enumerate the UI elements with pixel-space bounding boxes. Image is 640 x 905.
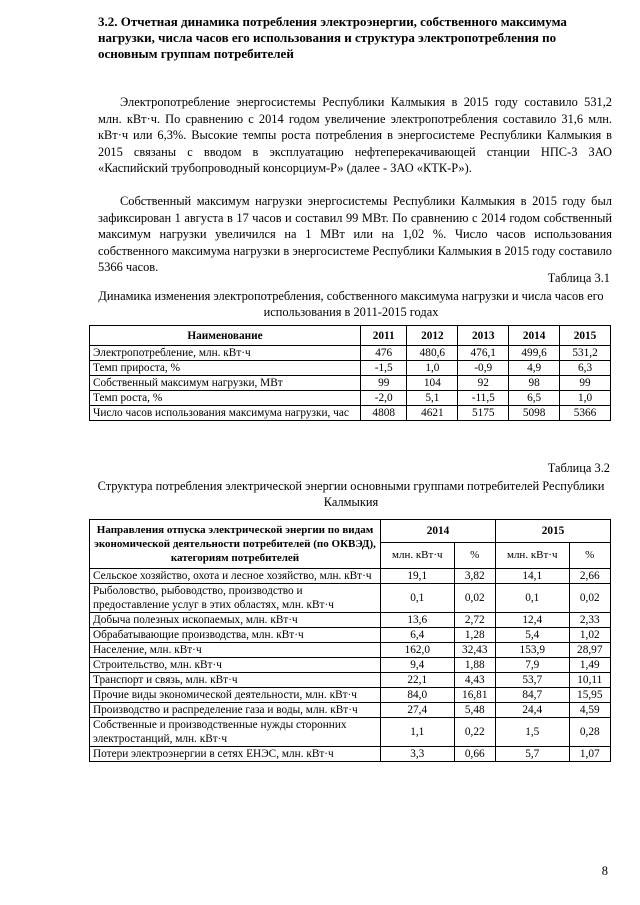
page-number: 8 [601, 864, 608, 878]
cell-value: 15,95 [569, 688, 610, 703]
header-year: 2015 [560, 326, 611, 346]
row-label: Строительство, млн. кВт·ч [90, 658, 381, 673]
cell-value: 0,66 [454, 747, 495, 762]
cell-value: 480,6 [407, 346, 458, 361]
cell-value: 28,97 [569, 643, 610, 658]
cell-value: -0,9 [458, 361, 509, 376]
cell-value: 16,81 [454, 688, 495, 703]
cell-value: 2,72 [454, 613, 495, 628]
table-row [90, 747, 611, 762]
cell-value: 5,1 [407, 391, 458, 406]
table-row [90, 569, 611, 584]
cell-value: 0,28 [569, 718, 610, 747]
cell-value: 32,43 [454, 643, 495, 658]
row-label: Электропотребление, млн. кВт·ч [90, 346, 361, 361]
table-row [90, 584, 611, 613]
row-label: Темп роста, % [90, 391, 361, 406]
cell-value: 12,4 [495, 613, 569, 628]
structure-table [89, 519, 611, 762]
cell-value: 2,33 [569, 613, 610, 628]
row-label: Собственные и производственные нужды сторонних электростанций, млн. кВт·ч [90, 718, 381, 747]
table2-label: Таблица 3.2 [547, 461, 610, 475]
row-label: Рыболовство, рыбоводство, производство и предоставление услуг в этих областях, млн. кВт·ч [90, 584, 381, 613]
table-row [90, 406, 611, 421]
cell-value: 19,1 [381, 569, 455, 584]
cell-value: 5098 [509, 406, 560, 421]
table-row [90, 703, 611, 718]
cell-value: 1,07 [569, 747, 610, 762]
row-label: Обрабатывающие производства, млн. кВт·ч [90, 628, 381, 643]
header-year: 2014 [509, 326, 560, 346]
cell-value: 1,49 [569, 658, 610, 673]
row-label: Население, млн. кВт·ч [90, 643, 381, 658]
cell-value: 4808 [361, 406, 407, 421]
table-row [90, 658, 611, 673]
cell-value: 1,0 [407, 361, 458, 376]
cell-value: 14,1 [495, 569, 569, 584]
cell-value: -1,5 [361, 361, 407, 376]
cell-value: 13,6 [381, 613, 455, 628]
cell-value: 0,22 [454, 718, 495, 747]
table-row [90, 688, 611, 703]
table-row [90, 718, 611, 747]
cell-value: 0,02 [454, 584, 495, 613]
cell-value: 99 [560, 376, 611, 391]
header-year: 2015 [495, 520, 610, 543]
row-label: Число часов использования максимума нагрузки, час [90, 406, 361, 421]
table-row [90, 643, 611, 658]
table-row [90, 376, 611, 391]
cell-value: 5,7 [495, 747, 569, 762]
cell-value: 53,7 [495, 673, 569, 688]
cell-value: 84,0 [381, 688, 455, 703]
cell-value: 1,5 [495, 718, 569, 747]
cell-value: -2,0 [361, 391, 407, 406]
row-label: Добыча полезных ископаемых, млн. кВт·ч [90, 613, 381, 628]
cell-value: 104 [407, 376, 458, 391]
row-label: Темп прироста, % [90, 361, 361, 376]
cell-value: 6,4 [381, 628, 455, 643]
cell-value: 24,4 [495, 703, 569, 718]
row-label: Производство и распределение газа и воды, млн. кВт·ч [90, 703, 381, 718]
cell-value: 5,4 [495, 628, 569, 643]
cell-value: 0,1 [495, 584, 569, 613]
table2-caption: Структура потребления электрической энергии основными группами потребителей Республики Калмыкия [97, 479, 605, 509]
cell-value: 3,3 [381, 747, 455, 762]
table-row [90, 346, 611, 361]
cell-value: 99 [361, 376, 407, 391]
header-year: 2011 [361, 326, 407, 346]
section-heading: 3.2. Отчетная динамика потребления электроэнергии, собственного максимума нагрузки, числа часов его использования и структура электропотребления по основным группам потребителей [98, 14, 567, 61]
cell-value: 1,0 [560, 391, 611, 406]
table-header-row [90, 520, 611, 543]
header-year: 2012 [407, 326, 458, 346]
cell-value: 476,1 [458, 346, 509, 361]
cell-value: 0,1 [381, 584, 455, 613]
row-label: Сельское хозяйство, охота и лесное хозяйство, млн. кВт·ч [90, 569, 381, 584]
cell-value: 84,7 [495, 688, 569, 703]
cell-value: 476 [361, 346, 407, 361]
header-year: 2014 [381, 520, 496, 543]
cell-value: 2,66 [569, 569, 610, 584]
cell-value: 6,5 [509, 391, 560, 406]
cell-value: 1,1 [381, 718, 455, 747]
cell-value: 10,11 [569, 673, 610, 688]
table-row [90, 628, 611, 643]
cell-value: 4,43 [454, 673, 495, 688]
cell-value: 92 [458, 376, 509, 391]
cell-value: 4,59 [569, 703, 610, 718]
cell-value: 7,9 [495, 658, 569, 673]
cell-value: 1,28 [454, 628, 495, 643]
row-label: Прочие виды экономической деятельности, млн. кВт·ч [90, 688, 381, 703]
table-row [90, 361, 611, 376]
cell-value: 531,2 [560, 346, 611, 361]
cell-value: 162,0 [381, 643, 455, 658]
cell-value: 22,1 [381, 673, 455, 688]
cell-value: 9,4 [381, 658, 455, 673]
table1-caption: Динамика изменения электропотребления, собственного максимума нагрузки и числа часов его использования в 2011-2015 годах [98, 289, 604, 319]
subheader-mln: млн. кВт·ч [381, 543, 455, 569]
table-row [90, 613, 611, 628]
cell-value: 5366 [560, 406, 611, 421]
cell-value: 1,02 [569, 628, 610, 643]
table-row [90, 673, 611, 688]
cell-value: 4621 [407, 406, 458, 421]
dynamics-table [89, 325, 611, 421]
cell-value: 3,82 [454, 569, 495, 584]
header-direction: Направления отпуска электрической энергии по видам экономической деятельности потребителей (по ОКВЭД), категориям потребителей [90, 520, 381, 569]
cell-value: 1,88 [454, 658, 495, 673]
header-year: 2013 [458, 326, 509, 346]
row-label: Потери электроэнергии в сетях ЕНЭС, млн. кВт·ч [90, 747, 381, 762]
row-label: Транспорт и связь, млн. кВт·ч [90, 673, 381, 688]
paragraph-consumption: Электропотребление энергосистемы Республики Калмыкия в 2015 году составило 531,2 млн. кВт·ч. По сравнению с 2014 годом увеличение электропотребления составило 31,6 млн. кВт·ч или 6,3%. Высокие темпы роста потребления в энергосистеме Республики Калмыкия в 2015 связаны с вводом в эксплуатацию нефтеперекачивающей станции НПС-3 ЗАО «Каспийский трубопроводный консорциум-Р» (далее - ЗАО «КТК-Р»). [98, 95, 612, 175]
cell-value: -11,5 [458, 391, 509, 406]
cell-value: 4,9 [509, 361, 560, 376]
cell-value: 5,48 [454, 703, 495, 718]
cell-value: 6,3 [560, 361, 611, 376]
cell-value: 0,02 [569, 584, 610, 613]
row-label: Собственный максимум нагрузки, МВт [90, 376, 361, 391]
table1-label: Таблица 3.1 [547, 271, 610, 285]
subheader-percent: % [569, 543, 610, 569]
paragraph-max-load: Собственный максимум нагрузки энергосистемы Республики Калмыкия в 2015 году был зафиксирован 1 августа в 17 часов и составил 99 МВт. По сравнению с 2014 годом собственный максимум нагрузки увеличился на 1 МВт или на 1,02 %. Число часов использования собственного максимума нагрузки в энергосистеме Республики Калмыкия в 2015 году составило 5366 часов. [98, 194, 612, 274]
cell-value: 153,9 [495, 643, 569, 658]
header-name: Наименование [90, 326, 361, 346]
cell-value: 5175 [458, 406, 509, 421]
cell-value: 98 [509, 376, 560, 391]
cell-value: 27,4 [381, 703, 455, 718]
subheader-percent: % [454, 543, 495, 569]
cell-value: 499,6 [509, 346, 560, 361]
table-row [90, 391, 611, 406]
table-header-row [90, 326, 611, 346]
subheader-mln: млн. кВт·ч [495, 543, 569, 569]
